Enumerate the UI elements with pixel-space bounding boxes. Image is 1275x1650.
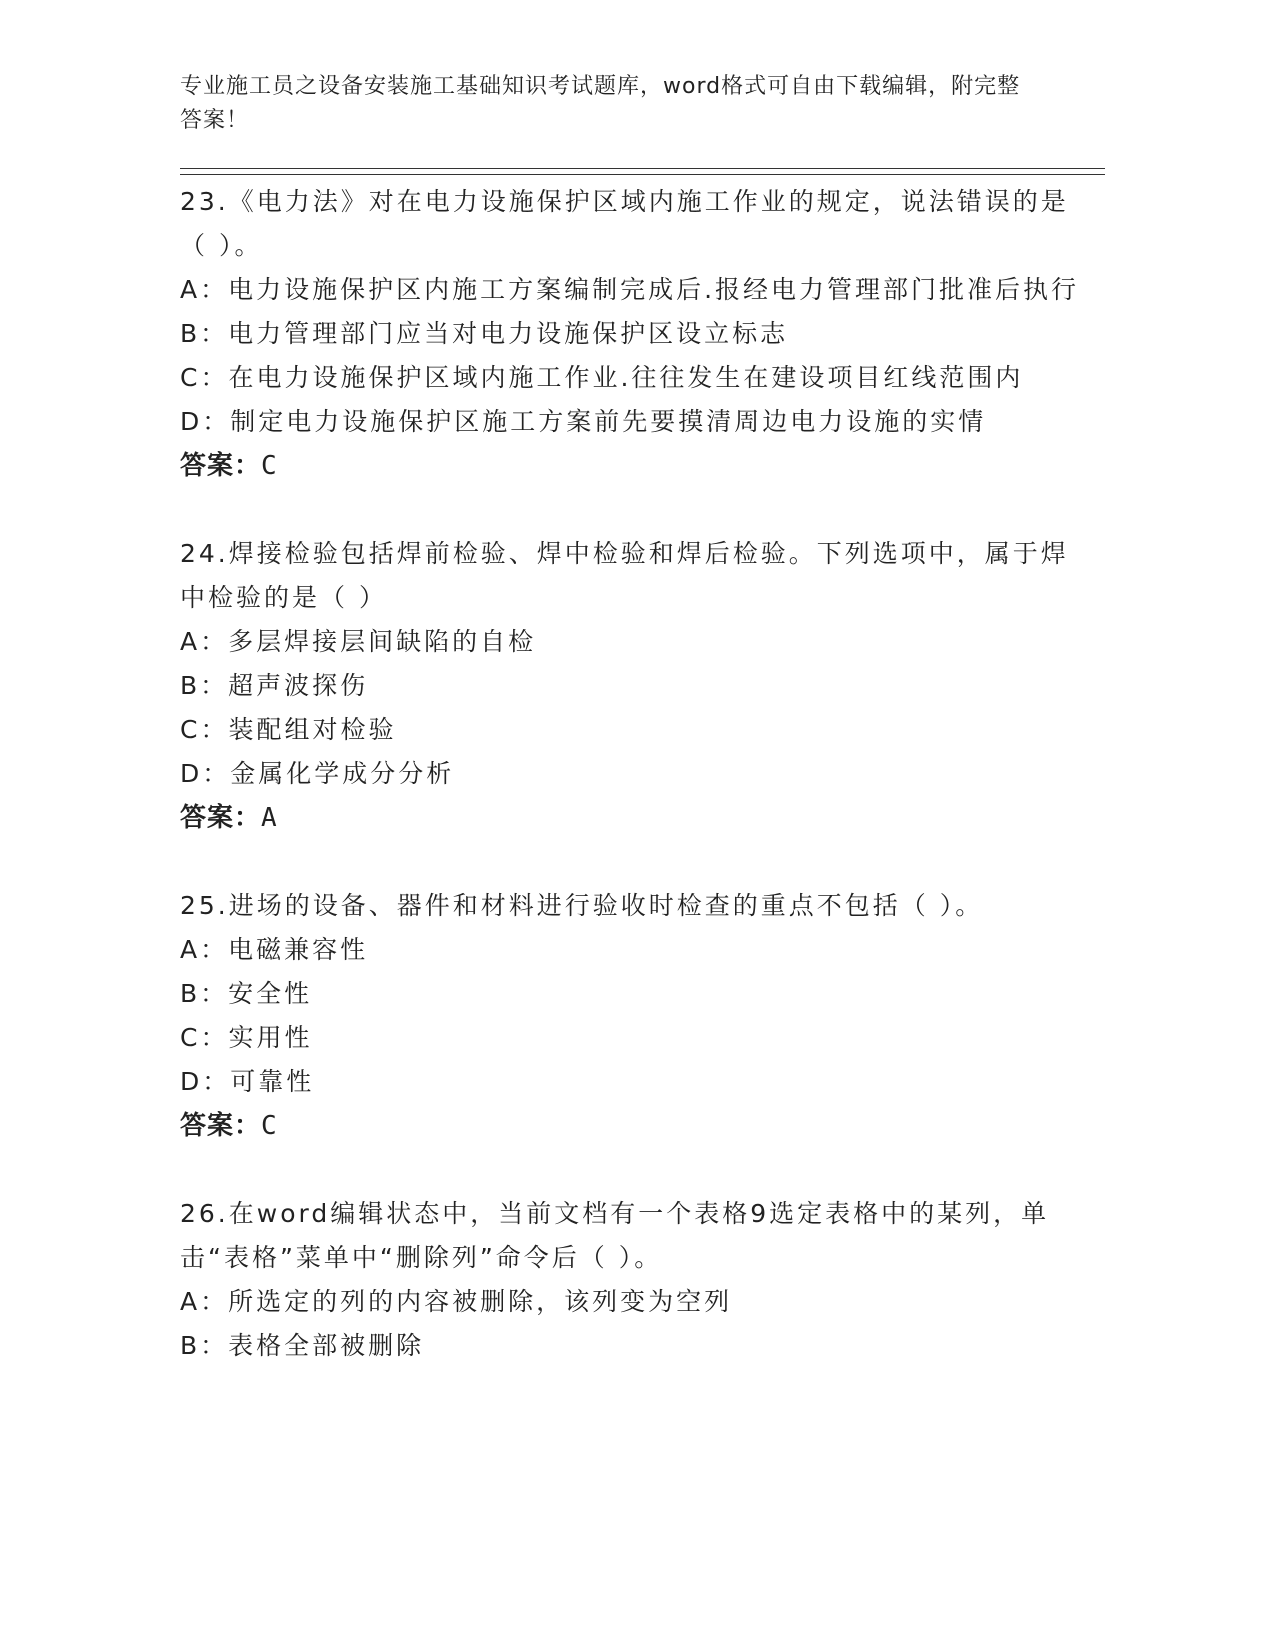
document-header: 专业施工员之设备安装施工基础知识考试题库，word格式可自由下载编辑，附完整答案！ <box>180 74 1021 133</box>
option-d: D：金属化学成分分析 <box>180 759 455 788</box>
answer-value: C <box>261 451 278 481</box>
question-24 <box>180 532 1080 840</box>
question-text: 26.在word编辑状态中，当前文档有一个表格9选定表格中的某列，单击“表格”菜单中“删除列”命令后（ ）。 <box>180 1199 1050 1272</box>
answer-value: A <box>261 803 278 833</box>
question-list <box>180 180 1080 1412</box>
question-25 <box>180 884 1080 1148</box>
answer-line <box>180 444 1080 488</box>
option-b: B：表格全部被删除 <box>180 1331 425 1360</box>
option-c: C：在电力设施保护区域内施工作业.往往发生在建设项目红线范围内 <box>180 363 1024 392</box>
header-rule-bottom <box>180 174 1105 175</box>
answer-line <box>180 796 1080 840</box>
answer-label: 答案： <box>180 803 262 833</box>
option-c: C：装配组对检验 <box>180 715 397 744</box>
question-text: 23.《电力法》对在电力设施保护区域内施工作业的规定，说法错误的是（ ）。 <box>180 187 1069 260</box>
option-b: B：超声波探伤 <box>180 671 369 700</box>
answer-value: C <box>261 1111 278 1141</box>
option-b: B：安全性 <box>180 979 313 1008</box>
option-d: D：可靠性 <box>180 1067 315 1096</box>
answer-label: 答案： <box>180 1111 262 1141</box>
option-a: A：电力设施保护区内施工方案编制完成后.报经电力管理部门批准后执行 <box>180 275 1080 304</box>
header-rule-top <box>180 168 1105 169</box>
question-text: 25.进场的设备、器件和材料进行验收时检查的重点不包括（ ）。 <box>180 891 984 920</box>
question-23 <box>180 180 1080 488</box>
question-text: 24.焊接检验包括焊前检验、焊中检验和焊后检验。下列选项中，属于焊中检验的是（ ） <box>180 539 1069 612</box>
answer-line <box>180 1104 1080 1148</box>
option-a: A：所选定的列的内容被删除，该列变为空列 <box>180 1287 733 1316</box>
answer-label: 答案： <box>180 451 262 481</box>
question-26 <box>180 1192 1080 1368</box>
option-d: D：制定电力设施保护区施工方案前先要摸清周边电力设施的实情 <box>180 407 987 436</box>
option-a: A：多层焊接层间缺陷的自检 <box>180 627 537 656</box>
option-c: C：实用性 <box>180 1023 313 1052</box>
option-a: A：电磁兼容性 <box>180 935 369 964</box>
option-b: B：电力管理部门应当对电力设施保护区设立标志 <box>180 319 789 348</box>
